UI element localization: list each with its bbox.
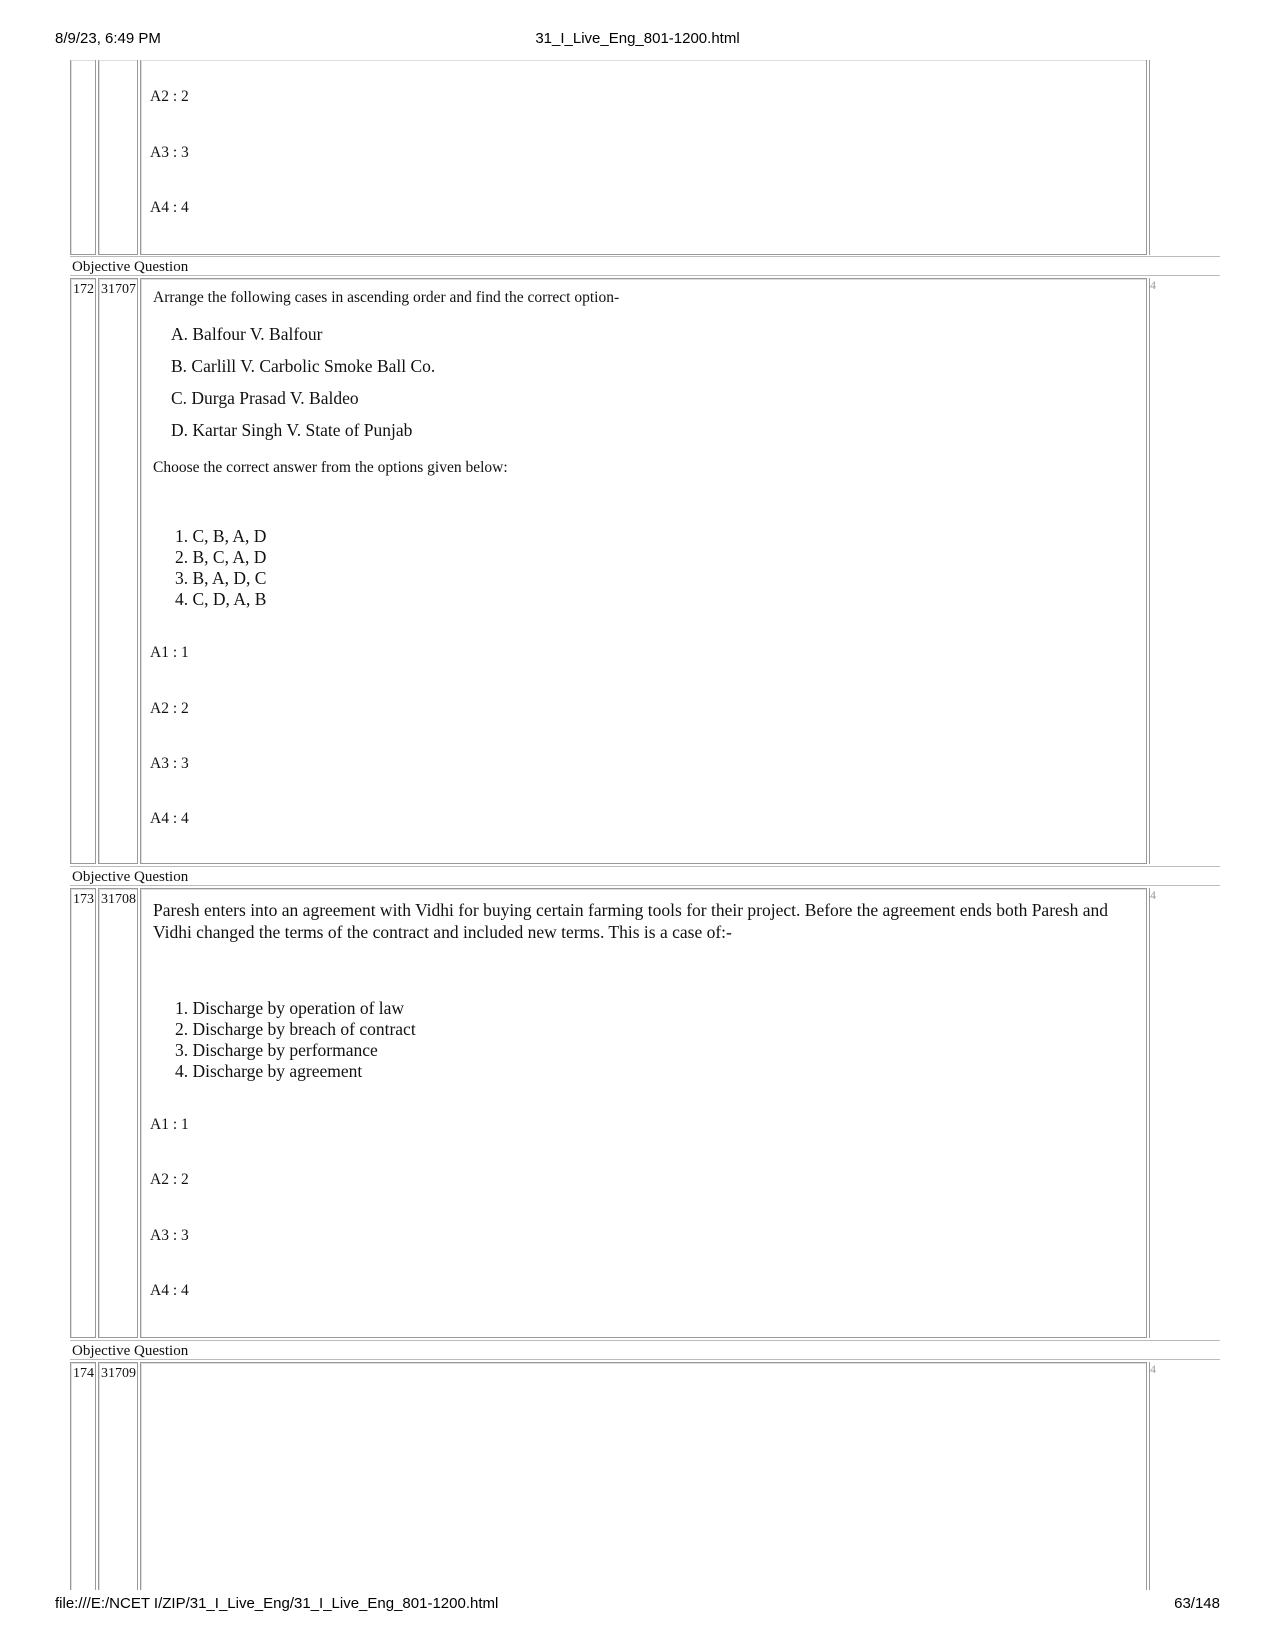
case-list — [171, 324, 435, 452]
option-item: 4. Discharge by agreement — [175, 1061, 363, 1081]
question-cell — [140, 278, 1147, 864]
option-item: 4. C, D, A, B — [175, 589, 267, 609]
marks-stub: 4 — [1149, 888, 1157, 1338]
sno-cell — [70, 60, 96, 255]
answer-option: A3 : 3 — [150, 144, 189, 161]
question-cell — [140, 888, 1147, 1338]
qid-cell: 31709 — [98, 1362, 138, 1590]
sno-cell: 173 — [70, 888, 96, 1338]
question-block — [70, 1362, 1220, 1590]
sno-cell: 172 — [70, 278, 96, 864]
answer-option: A2 : 2 — [150, 88, 189, 105]
print-header — [55, 30, 1220, 50]
option-item: 3. Discharge by performance — [175, 1040, 378, 1060]
print-page-number: 63/148 — [1174, 1595, 1220, 1612]
answer-option: A3 : 3 — [150, 1227, 189, 1244]
option-list — [175, 998, 416, 1082]
option-item: 2. Discharge by breach of contract — [175, 1019, 416, 1039]
question-instruction: Choose the correct answer from the options given below: — [153, 459, 508, 476]
prev-question-block — [70, 60, 1220, 255]
answer-option: A2 : 2 — [150, 700, 189, 717]
question-block — [70, 888, 1220, 1338]
option-item: 1. C, B, A, D — [175, 526, 267, 546]
answer-option: A4 : 4 — [150, 1282, 189, 1299]
print-file-path: file:///E:/NCET I/ZIP/31_I_Live_Eng/31_I_Live_Eng_801-1200.html — [55, 1595, 499, 1612]
question-list — [70, 60, 1220, 1590]
option-item: 3. B, A, D, C — [175, 568, 267, 588]
answer-option: A1 : 1 — [150, 1116, 189, 1133]
question-type-label: Objective Question — [70, 1340, 1220, 1360]
print-datetime: 8/9/23, 6:49 PM — [55, 30, 161, 47]
answer-option: A2 : 2 — [150, 1171, 189, 1188]
question-stem: Arrange the following cases in ascending order and find the correct option- — [153, 289, 620, 306]
answer-option: A1 : 1 — [150, 644, 189, 661]
marks-stub: 4 — [1149, 1362, 1157, 1590]
question-stem: Paresh enters into an agreement with Vidhi for buying certain farming tools for their project. Before the agreement ends both Paresh and Vidhi changed the terms of the contract and included new terms. This is a case of:- — [153, 900, 1108, 942]
print-footer — [55, 1595, 1220, 1615]
marks-stub — [1149, 60, 1157, 255]
question-type-label: Objective Question — [70, 256, 1220, 276]
question-cell — [140, 60, 1147, 255]
option-item: 1. Discharge by operation of law — [175, 998, 405, 1018]
sno-cell: 174 — [70, 1362, 96, 1590]
qid-cell: 31708 — [98, 888, 138, 1338]
answer-option: A4 : 4 — [150, 199, 189, 216]
print-title: 31_I_Live_Eng_801-1200.html — [535, 30, 740, 47]
answer-option: A3 : 3 — [150, 755, 189, 772]
qid-cell: 31707 — [98, 278, 138, 864]
question-cell — [140, 1362, 1147, 1590]
case-item: C. Durga Prasad V. Baldeo — [171, 388, 359, 408]
case-item: D. Kartar Singh V. State of Punjab — [171, 420, 413, 440]
question-block — [70, 278, 1220, 864]
case-item: A. Balfour V. Balfour — [171, 324, 323, 344]
marks-stub: 4 — [1149, 278, 1157, 864]
option-list — [175, 526, 266, 610]
question-type-label: Objective Question — [70, 866, 1220, 886]
case-item: B. Carlill V. Carbolic Smoke Ball Co. — [171, 356, 436, 376]
qid-cell — [98, 60, 138, 255]
answer-option: A4 : 4 — [150, 810, 189, 827]
option-item: 2. B, C, A, D — [175, 547, 267, 567]
